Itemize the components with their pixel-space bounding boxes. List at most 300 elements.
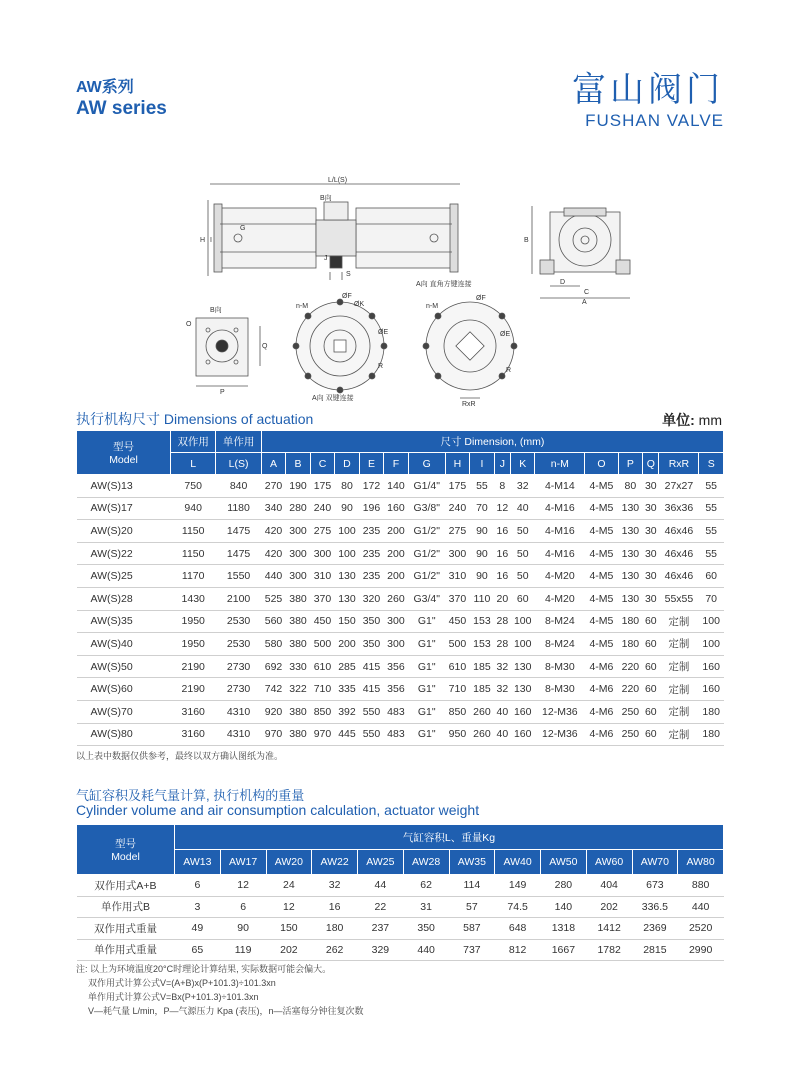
dimensions-table xyxy=(76,430,724,746)
table-cell: 定制 xyxy=(659,723,699,746)
table-cell: 200 xyxy=(384,542,408,565)
table-row xyxy=(77,723,724,746)
table-cell: 60 xyxy=(699,565,724,588)
table-cell: 335 xyxy=(335,678,359,701)
label-nm1: n-M xyxy=(296,303,309,310)
label-j: J xyxy=(324,255,328,262)
table-cell: 4-M6 xyxy=(585,655,618,678)
table-cell: 12 xyxy=(494,497,510,520)
col-header: D xyxy=(335,453,359,475)
table-cell: 62 xyxy=(403,875,449,897)
col-header: F xyxy=(384,453,408,475)
label-e2: ØE xyxy=(500,331,511,338)
table-cell: 70 xyxy=(699,587,724,610)
table-cell: 648 xyxy=(495,918,541,940)
label-nm2: n-M xyxy=(426,303,439,310)
table-cell: 100 xyxy=(335,520,359,543)
table-row xyxy=(77,633,724,656)
table-cell: G1" xyxy=(408,655,445,678)
col-header: E xyxy=(359,453,383,475)
table-cell: 240 xyxy=(445,497,469,520)
table-cell: 8-M30 xyxy=(535,678,585,701)
label-d: D xyxy=(560,279,566,286)
table-cell: 32 xyxy=(510,475,534,498)
header-model-cn: 型号 xyxy=(113,441,134,453)
table-cell: 180 xyxy=(699,723,724,746)
table-cell: G1/4" xyxy=(408,475,445,498)
table-cell: 60 xyxy=(643,655,659,678)
note-line-4: V—耗气量 L/min，P—气源压力 Kpa (表压)，n—活塞每分钟往复次数 xyxy=(88,1006,364,1016)
table-cell: 310 xyxy=(310,565,334,588)
col-header: RxR xyxy=(659,453,699,475)
table-cell: 336.5 xyxy=(632,896,678,918)
table-cell: 1170 xyxy=(171,565,216,588)
table-cell: 30 xyxy=(643,520,659,543)
table-cell: 27x27 xyxy=(659,475,699,498)
table-cell: 2520 xyxy=(678,918,724,940)
label-g: G xyxy=(240,225,246,232)
table-cell: 440 xyxy=(678,896,724,918)
table-cell: 280 xyxy=(541,875,587,897)
series-title-cn: AW系列 xyxy=(76,79,134,96)
table-cell: 30 xyxy=(643,497,659,520)
label-rxr: RxR xyxy=(462,401,476,408)
table-cell: 300 xyxy=(384,633,408,656)
table-cell: 420 xyxy=(261,520,285,543)
table-cell: 32 xyxy=(312,875,358,897)
table-cell: 55 xyxy=(699,520,724,543)
table-cell: 8 xyxy=(494,475,510,498)
table-cell: 4-M20 xyxy=(535,565,585,588)
table-cell: 483 xyxy=(384,723,408,746)
table-cell: 16 xyxy=(494,565,510,588)
table-cell: G1/2" xyxy=(408,520,445,543)
table-cell: 812 xyxy=(495,939,541,961)
model-cell: AW(S)80 xyxy=(77,723,171,746)
header-model-2-en: Model xyxy=(111,851,140,863)
table-cell: 970 xyxy=(310,723,334,746)
table-cell: 175 xyxy=(310,475,334,498)
note-line-1: 注: 以上为环境温度20°C时理论计算结果, 实际数据可能会偏大。 xyxy=(76,964,332,974)
table-cell: 4310 xyxy=(216,723,261,746)
table-cell: 30 xyxy=(643,565,659,588)
table-cell: 940 xyxy=(171,497,216,520)
table-cell: 610 xyxy=(445,655,469,678)
table-cell: 55 xyxy=(699,542,724,565)
table-cell: 1950 xyxy=(171,633,216,656)
table-cell: 380 xyxy=(286,700,310,723)
table-cell: 100 xyxy=(510,610,534,633)
table-cell: 235 xyxy=(359,542,383,565)
table-cell: 12-M36 xyxy=(535,723,585,746)
label-ls: L/L(S) xyxy=(328,177,348,184)
table-cell: 定制 xyxy=(659,610,699,633)
header-double: 双作用 xyxy=(171,431,216,453)
table-row xyxy=(77,875,724,897)
table-cell: 49 xyxy=(175,918,221,940)
table-cell: 850 xyxy=(310,700,334,723)
table-cell: 202 xyxy=(266,939,312,961)
table-cell: 240 xyxy=(310,497,334,520)
label-b-dir: B向 xyxy=(320,195,332,202)
table-cell: 370 xyxy=(445,587,469,610)
table-cell: 560 xyxy=(261,610,285,633)
col-header: AW20 xyxy=(266,850,312,875)
label-e1: ØE xyxy=(378,329,389,336)
table-cell: 950 xyxy=(445,723,469,746)
table-cell: 110 xyxy=(470,587,494,610)
table-cell: 28 xyxy=(494,610,510,633)
col-header: AW40 xyxy=(495,850,541,875)
table-cell: 202 xyxy=(586,896,632,918)
table-cell: 2530 xyxy=(216,610,261,633)
table-cell: 140 xyxy=(384,475,408,498)
table-row xyxy=(77,587,724,610)
table-cell: G1" xyxy=(408,723,445,746)
label-r1: R xyxy=(378,363,384,370)
table-row xyxy=(77,542,724,565)
label-a-dir-double: A向 双键连接 xyxy=(312,395,354,402)
table-row xyxy=(77,475,724,498)
table-cell: 100 xyxy=(699,633,724,656)
table-cell: 4-M5 xyxy=(585,475,618,498)
table-cell: 550 xyxy=(359,700,383,723)
table-cell: 60 xyxy=(643,723,659,746)
col-header: A xyxy=(261,453,285,475)
b-view-flange xyxy=(196,318,260,386)
table-cell: 1318 xyxy=(541,918,587,940)
table-cell: 260 xyxy=(384,587,408,610)
table-cell: 445 xyxy=(335,723,359,746)
table-cell: 180 xyxy=(699,700,724,723)
row-label-cell: 单作用式重量 xyxy=(77,939,175,961)
table-cell: 20 xyxy=(494,587,510,610)
table-cell: 850 xyxy=(445,700,469,723)
formula-notes xyxy=(76,962,364,1018)
table-cell: 500 xyxy=(445,633,469,656)
table-cell: 46x46 xyxy=(659,565,699,588)
table-cell: 90 xyxy=(335,497,359,520)
table-cell: 60 xyxy=(643,633,659,656)
table-cell: 270 xyxy=(261,475,285,498)
table-cell: 22 xyxy=(358,896,404,918)
table-cell: 1550 xyxy=(216,565,261,588)
table-cell: 550 xyxy=(359,723,383,746)
table-cell: 12-M36 xyxy=(535,700,585,723)
col-header: S xyxy=(699,453,724,475)
col-header: Q xyxy=(643,453,659,475)
table-cell: 32 xyxy=(494,655,510,678)
table-cell: 350 xyxy=(403,918,449,940)
actuator-front-view xyxy=(532,206,630,298)
table-cell: 30 xyxy=(643,475,659,498)
table-cell: 920 xyxy=(261,700,285,723)
header-single: 单作用 xyxy=(216,431,261,453)
table-cell: 285 xyxy=(335,655,359,678)
table-cell: 350 xyxy=(359,633,383,656)
table-cell: 200 xyxy=(384,520,408,543)
table-cell: 160 xyxy=(699,678,724,701)
table-cell: G1" xyxy=(408,633,445,656)
table-cell: 587 xyxy=(449,918,495,940)
table-cell: 40 xyxy=(494,723,510,746)
table-cell: 404 xyxy=(586,875,632,897)
table-cell: 2730 xyxy=(216,655,261,678)
table-cell: 500 xyxy=(310,633,334,656)
table-cell: 340 xyxy=(261,497,285,520)
label-f2: ØF xyxy=(476,295,486,302)
table-cell: 970 xyxy=(261,723,285,746)
table-cell: 260 xyxy=(470,723,494,746)
table-cell: 330 xyxy=(286,655,310,678)
table-cell: 50 xyxy=(510,542,534,565)
table-cell: 260 xyxy=(470,700,494,723)
table-cell: 100 xyxy=(699,610,724,633)
table-cell: 4-M5 xyxy=(585,610,618,633)
table-cell: 1150 xyxy=(171,520,216,543)
model-cell: AW(S)20 xyxy=(77,520,171,543)
table-cell: 380 xyxy=(286,633,310,656)
table-cell: 4-M14 xyxy=(535,475,585,498)
brand-name-cn: 富山阀门 xyxy=(572,70,724,110)
table-cell: 1430 xyxy=(171,587,216,610)
col-header: O xyxy=(585,453,618,475)
table-cell: 8-M24 xyxy=(535,633,585,656)
table-cell: 130 xyxy=(618,520,642,543)
table-cell: 300 xyxy=(286,565,310,588)
table-cell: 160 xyxy=(699,655,724,678)
header-dimension: 尺寸 Dimension, (mm) xyxy=(261,431,723,453)
table-cell: 32 xyxy=(494,678,510,701)
table-cell: 483 xyxy=(384,700,408,723)
table-cell: 16 xyxy=(494,520,510,543)
table-cell: 90 xyxy=(220,918,266,940)
label-i: I xyxy=(210,237,212,244)
table-cell: 44 xyxy=(358,875,404,897)
table-cell: 322 xyxy=(286,678,310,701)
table-cell: 80 xyxy=(335,475,359,498)
table-row xyxy=(77,896,724,918)
table-cell: 90 xyxy=(470,520,494,543)
table-cell: 70 xyxy=(470,497,494,520)
table-cell: 3160 xyxy=(171,723,216,746)
table-row xyxy=(77,520,724,543)
actuator-side-view xyxy=(208,184,460,280)
col-header: H xyxy=(445,453,469,475)
col-header: I xyxy=(470,453,494,475)
table-cell: 16 xyxy=(312,896,358,918)
table-cell: 840 xyxy=(216,475,261,498)
series-title xyxy=(76,78,167,120)
unit-label xyxy=(662,410,722,430)
table-row xyxy=(77,497,724,520)
table-cell: 4-M5 xyxy=(585,497,618,520)
table-cell: 6 xyxy=(175,875,221,897)
model-cell: AW(S)70 xyxy=(77,700,171,723)
table-cell: 定制 xyxy=(659,700,699,723)
table-cell: 36x36 xyxy=(659,497,699,520)
table-row xyxy=(77,655,724,678)
table-cell: 130 xyxy=(618,497,642,520)
table-cell: 235 xyxy=(359,520,383,543)
label-b-view: B向 xyxy=(210,307,222,314)
table-cell: 130 xyxy=(510,678,534,701)
table-cell: 1475 xyxy=(216,520,261,543)
table-cell: 185 xyxy=(470,655,494,678)
table-cell: 30 xyxy=(643,542,659,565)
model-cell: AW(S)17 xyxy=(77,497,171,520)
table-cell: 140 xyxy=(541,896,587,918)
col-header: AW22 xyxy=(312,850,358,875)
table-cell: 370 xyxy=(310,587,334,610)
table-cell: 300 xyxy=(310,542,334,565)
table-cell: 定制 xyxy=(659,633,699,656)
model-cell: AW(S)35 xyxy=(77,610,171,633)
note-line-2: 双作用式计算公式V=(A+B)x(P+101.3)÷101.3xn xyxy=(88,978,276,988)
table-cell: 4-M6 xyxy=(585,723,618,746)
table-cell: 525 xyxy=(261,587,285,610)
table-cell: 24 xyxy=(266,875,312,897)
table-row xyxy=(77,565,724,588)
table-cell: 1150 xyxy=(171,542,216,565)
table-cell: 237 xyxy=(358,918,404,940)
table-cell: 153 xyxy=(470,610,494,633)
table-cell: 55x55 xyxy=(659,587,699,610)
table-cell: 180 xyxy=(618,633,642,656)
table-cell: 300 xyxy=(286,520,310,543)
table-cell: 200 xyxy=(335,633,359,656)
col-header: B xyxy=(286,453,310,475)
table-note: 以上表中数据仅供参考，最终以双方确认图纸为准。 xyxy=(76,751,284,761)
table-cell: 130 xyxy=(335,565,359,588)
table-cell: 2369 xyxy=(632,918,678,940)
table-cell: 4-M16 xyxy=(535,497,585,520)
table-cell: 380 xyxy=(286,723,310,746)
table-cell: 119 xyxy=(220,939,266,961)
col-header: AW28 xyxy=(403,850,449,875)
model-cell: AW(S)60 xyxy=(77,678,171,701)
table-cell: G3/8" xyxy=(408,497,445,520)
row-label-cell: 双作用式A+B xyxy=(77,875,175,897)
table-cell: 275 xyxy=(445,520,469,543)
table-cell: 3 xyxy=(175,896,221,918)
table-cell: 40 xyxy=(510,497,534,520)
col-header: AW13 xyxy=(175,850,221,875)
label-a: A xyxy=(582,299,587,306)
table-cell: 2730 xyxy=(216,678,261,701)
label-s: S xyxy=(346,271,351,278)
table-cell: 250 xyxy=(618,723,642,746)
table-cell: 130 xyxy=(618,587,642,610)
table-cell: 4-M5 xyxy=(585,542,618,565)
table-cell: 580 xyxy=(261,633,285,656)
technical-drawings xyxy=(180,176,660,408)
table-cell: 8-M30 xyxy=(535,655,585,678)
section-volume-title-cn: 气缸容积及耗气量计算, 执行机构的重量 xyxy=(76,788,305,803)
table-cell: 60 xyxy=(643,700,659,723)
table-cell: 90 xyxy=(470,542,494,565)
table-cell: 4-M5 xyxy=(585,633,618,656)
a-view-direct-square xyxy=(423,302,517,398)
table-cell: 160 xyxy=(384,497,408,520)
col-header: AW17 xyxy=(220,850,266,875)
brand-name-en: FUSHAN VALVE xyxy=(585,111,724,130)
table-cell: 392 xyxy=(335,700,359,723)
series-title-en: AW series xyxy=(76,98,167,119)
col-header: G xyxy=(408,453,445,475)
table-cell: 710 xyxy=(445,678,469,701)
label-c: C xyxy=(584,289,590,296)
col-header: n-M xyxy=(535,453,585,475)
table-cell: 172 xyxy=(359,475,383,498)
model-cell: AW(S)28 xyxy=(77,587,171,610)
table-cell: 356 xyxy=(384,655,408,678)
table-cell: 350 xyxy=(359,610,383,633)
table-cell: 130 xyxy=(510,655,534,678)
table-cell: 329 xyxy=(358,939,404,961)
table-cell: 130 xyxy=(618,565,642,588)
table-row xyxy=(77,939,724,961)
table-cell: 40 xyxy=(494,700,510,723)
table-cell: 320 xyxy=(359,587,383,610)
table-cell: 50 xyxy=(510,520,534,543)
table-cell: 114 xyxy=(449,875,495,897)
table-cell: 200 xyxy=(384,565,408,588)
table-cell: 57 xyxy=(449,896,495,918)
table-cell: 196 xyxy=(359,497,383,520)
col-header: J xyxy=(494,453,510,475)
col-header: AW35 xyxy=(449,850,495,875)
note-line-3: 单作用式计算公式V=Bx(P+101.3)÷101.3xn xyxy=(88,992,259,1002)
table-cell: 185 xyxy=(470,678,494,701)
table-cell: 692 xyxy=(261,655,285,678)
unit-prefix: 单位: xyxy=(662,412,695,428)
table-cell: 1180 xyxy=(216,497,261,520)
table-cell: 28 xyxy=(494,633,510,656)
table-cell: 6 xyxy=(220,896,266,918)
table-cell: 300 xyxy=(445,542,469,565)
table-cell: 250 xyxy=(618,700,642,723)
table-cell: 2190 xyxy=(171,678,216,701)
table-cell: G1" xyxy=(408,678,445,701)
table-cell: 380 xyxy=(286,610,310,633)
table-cell: 150 xyxy=(335,610,359,633)
table-row xyxy=(77,700,724,723)
table-cell: G3/4" xyxy=(408,587,445,610)
table-cell: 737 xyxy=(449,939,495,961)
table-cell: 55 xyxy=(699,475,724,498)
table-cell: 160 xyxy=(510,700,534,723)
col-header: C xyxy=(310,453,334,475)
table-cell: 742 xyxy=(261,678,285,701)
model-cell: AW(S)13 xyxy=(77,475,171,498)
table-cell: 4-M16 xyxy=(535,520,585,543)
table-cell: 235 xyxy=(359,565,383,588)
table-cell: 4-M6 xyxy=(585,678,618,701)
table-cell: 380 xyxy=(286,587,310,610)
table-cell: 275 xyxy=(310,520,334,543)
table-cell: 180 xyxy=(618,610,642,633)
header-model-en: Model xyxy=(109,454,138,466)
table-cell: 180 xyxy=(312,918,358,940)
table-cell: 300 xyxy=(286,542,310,565)
table-cell: 1475 xyxy=(216,542,261,565)
label-f1: ØF xyxy=(342,293,352,300)
table-cell: 450 xyxy=(445,610,469,633)
table-cell: 356 xyxy=(384,678,408,701)
table-cell: 149 xyxy=(495,875,541,897)
col-header: AW25 xyxy=(358,850,404,875)
